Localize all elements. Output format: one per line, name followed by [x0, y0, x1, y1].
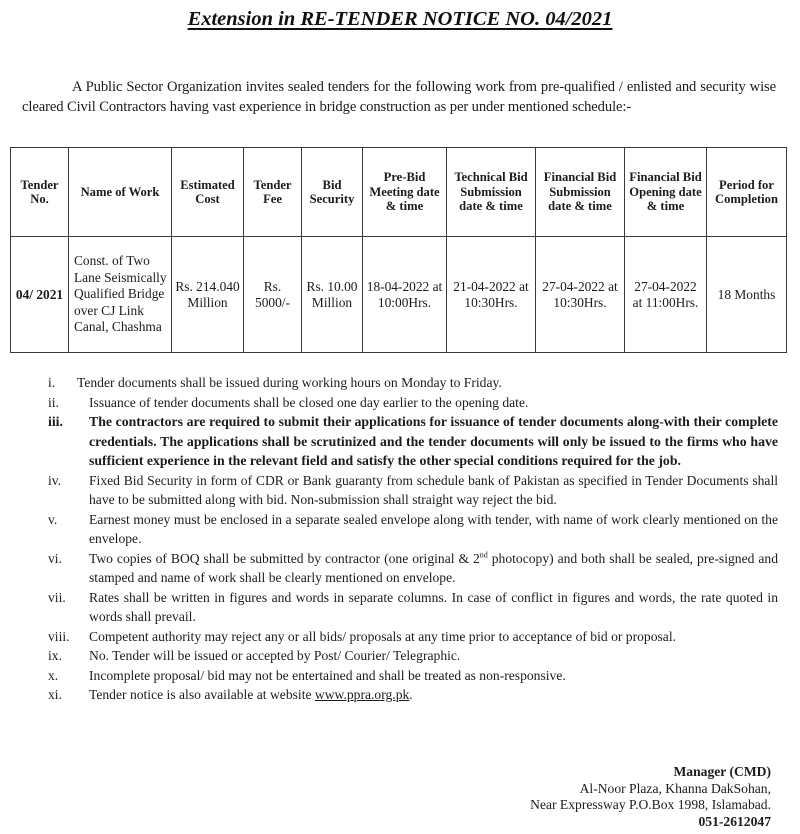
condition-item	[0, 373, 800, 393]
signatory-designation: Manager (CMD)	[673, 764, 771, 779]
header-name-of-work: Name of Work	[69, 148, 172, 237]
condition-text-after: photocopy) and both shall be sealed, pre-signed and stamped and name of work shall be clearly mentioned on envelope.	[89, 550, 778, 585]
ppra-website-link[interactable]: www.ppra.org.pk	[314, 687, 410, 702]
condition-text: Rates shall be written in figures and words in separate columns. In case of conflict in figures and words, the rate quoted in words shall prevail.	[89, 589, 778, 624]
header-tender-fee: Tender Fee	[244, 148, 302, 237]
header-tender-no: Tender No.	[11, 148, 69, 237]
notice-title: Extension in RE-TENDER NOTICE NO. 04/2021	[187, 8, 613, 30]
condition-text: Incomplete proposal/ bid may not be entertained and shall be treated as non-responsive.	[89, 667, 566, 683]
condition-text-before: Tender notice is also available at website	[89, 687, 315, 702]
header-estimated-cost: Estimated Cost	[172, 148, 244, 237]
conditions-list	[0, 373, 800, 705]
cell-pre-bid-meeting: 18-04-2022 at 10:00Hrs.	[363, 237, 447, 353]
phone-number: 051-2612047	[698, 813, 771, 829]
tender-schedule-table	[10, 147, 787, 353]
header-pre-bid-meeting: Pre-Bid Meeting date & time	[363, 148, 447, 237]
condition-text: Issuance of tender documents shall be closed one day earlier to the opening date.	[89, 394, 529, 410]
condition-item	[0, 646, 800, 666]
cell-estimated-cost: Rs. 214.040 Million	[172, 237, 244, 353]
condition-item	[0, 685, 800, 705]
condition-item	[0, 471, 800, 510]
condition-number: xi.	[48, 687, 62, 702]
condition-text-before: Two copies of BOQ shall be submitted by contractor (one original & 2	[89, 550, 480, 566]
cell-financial-bid-submission: 27-04-2022 at 10:30Hrs.	[536, 237, 625, 353]
condition-number: viii.	[48, 628, 70, 644]
signature-block	[530, 764, 771, 830]
condition-text: Competent authority may reject any or all bids/ proposals at any time prior to acceptance of bid or proposal.	[89, 628, 677, 644]
condition-number: ix.	[48, 648, 62, 663]
condition-text: Earnest money must be enclosed in a separate sealed envelope along with tender, with name of work clearly mentioned on the envelope.	[89, 511, 778, 546]
cell-bid-security: Rs. 10.00 Million	[302, 237, 363, 353]
ordinal-superscript: nd	[479, 549, 488, 559]
header-financial-bid-submission: Financial Bid Submission date & time	[536, 148, 625, 237]
condition-text: No. Tender will be issued or accepted by Post/ Courier/ Telegraphic.	[89, 648, 461, 663]
condition-item	[0, 510, 800, 549]
condition-text: Tender documents shall be issued during working hours on Monday to Friday.	[77, 375, 502, 390]
cell-financial-bid-opening: 27-04-2022 at 11:00Hrs.	[625, 237, 707, 353]
header-financial-bid-opening: Financial Bid Opening date & time	[625, 148, 707, 237]
cell-period-for-completion: 18 Months	[707, 237, 787, 353]
cell-tender-fee: Rs. 5000/-	[244, 237, 302, 353]
condition-text-after: .	[409, 687, 413, 702]
condition-item	[0, 412, 800, 471]
condition-text: The contractors are required to submit their applications for issuance of tender documents along-with their complete credentials. The applications shall be scrutinized and the tender documents will only be issued to the firms who have sufficient experience in the relevant field and satisfy the other special conditions required for the job.	[89, 414, 778, 468]
address-line-1: Al-Noor Plaza, Khanna DakSohan,	[579, 780, 771, 796]
condition-number: vi.	[48, 550, 62, 566]
condition-number: i.	[48, 375, 56, 390]
intro-paragraph: A Public Sector Organization invites sealed tenders for the following work from pre-qualified / enlisted and security wise cleared Civil Contractors having vast experience in bridge construction as per under mentioned schedule:-	[22, 78, 776, 116]
cell-technical-bid-submission: 21-04-2022 at 10:30Hrs.	[447, 237, 536, 353]
header-technical-bid-submission: Technical Bid Submission date & time	[447, 148, 536, 237]
cell-tender-no: 04/ 2021	[11, 237, 69, 353]
condition-number: x.	[48, 667, 59, 683]
condition-number: iv.	[48, 472, 62, 488]
condition-item	[0, 588, 800, 627]
condition-item	[0, 627, 800, 647]
condition-number: ii.	[48, 394, 59, 410]
condition-number: vii.	[48, 589, 66, 605]
condition-number: iii.	[48, 414, 63, 429]
cell-name-of-work: Const. of Two Lane Seismically Qualified Bridge over CJ Link Canal, Chashma	[69, 237, 172, 353]
table-row	[11, 237, 787, 353]
header-bid-security: Bid Security	[302, 148, 363, 237]
condition-item	[0, 549, 800, 588]
condition-item	[0, 393, 800, 413]
address-line-2: Near Expressway P.O.Box 1998, Islamabad.	[530, 797, 771, 813]
table-header-row	[11, 148, 787, 237]
condition-item	[0, 666, 800, 686]
header-period-for-completion: Period for Completion	[707, 148, 787, 237]
condition-number: v.	[48, 511, 58, 527]
condition-text: Fixed Bid Security in form of CDR or Bank guaranty from schedule bank of Pakistan as specified in Tender Documents shall have to be submitted along with bid. Non-submission shall straight way reject the bid.	[89, 472, 778, 507]
